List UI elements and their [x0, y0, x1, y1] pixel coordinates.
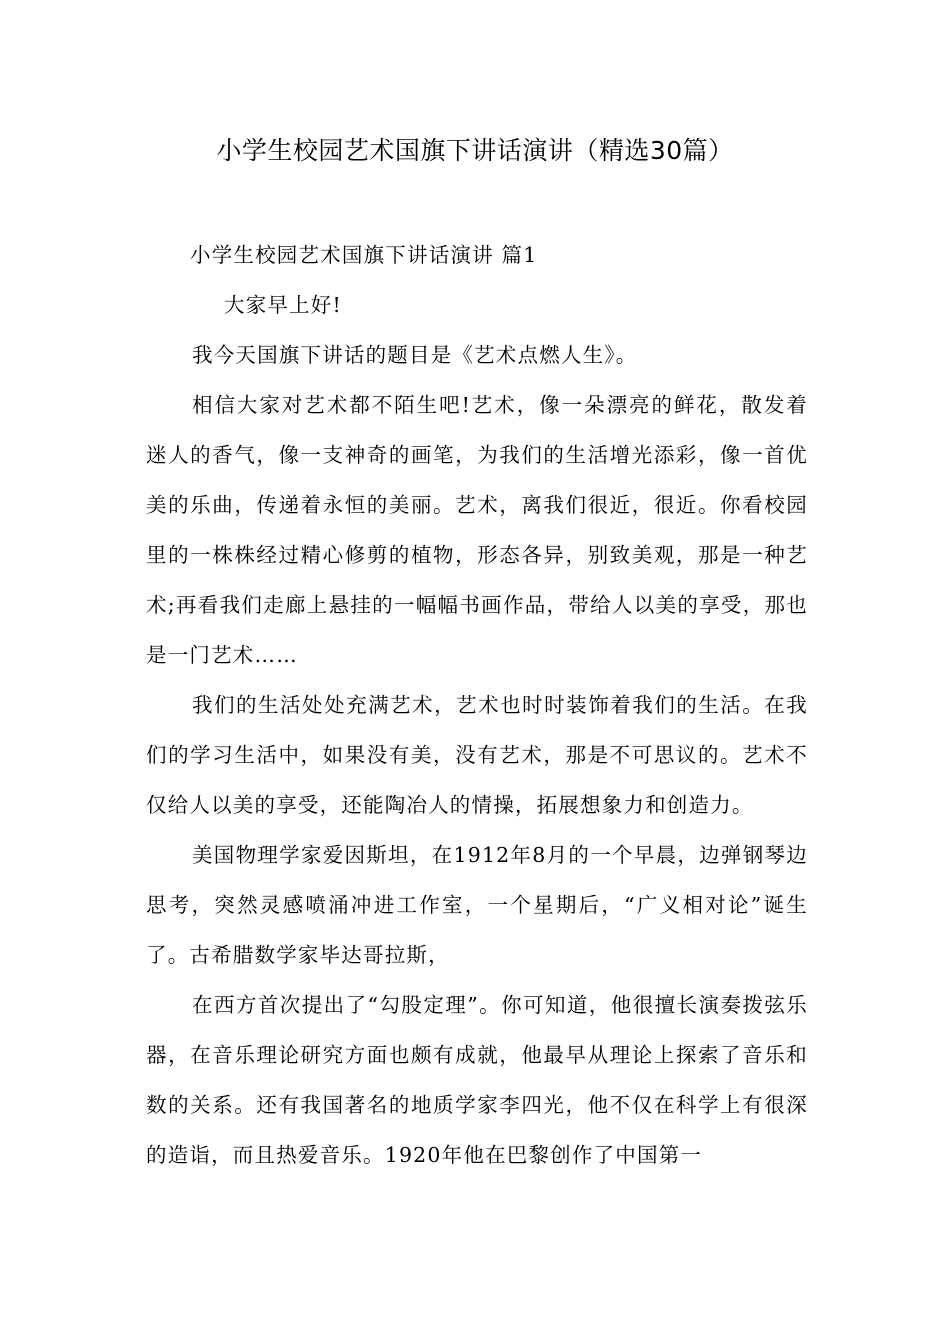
- greeting-line: 大家早上好!: [224, 293, 342, 317]
- section-heading: 小学生校园艺术国旗下讲话演讲 篇1: [190, 243, 538, 267]
- paragraph-art-intro: 相信大家对艺术都不陌生吧!艺术，像一朵漂亮的鲜花，散发着迷人的香气，像一支神奇的画笔，为我们的生活增光添彩，像一首优美的乐曲，传递着永恒的美丽。艺术，离我们很近，很近。你看校园里的一株株经过精心修剪的植物，形态各异，别致美观，那是一种艺术;再看我们走廊上悬挂的一幅幅书画作品，带给人以美的享受，那也是一门艺术……: [146, 393, 808, 667]
- paragraph-topic: 我今天国旗下讲话的题目是《艺术点燃人生》。: [192, 343, 638, 367]
- document-body: [146, 230, 808, 1180]
- document-title: 小学生校园艺术国旗下讲话演讲（精选30篇）: [216, 136, 734, 165]
- paragraph-einstein: 美国物理学家爱因斯坦，在1912年8月的一个早晨，边弹钢琴边思考，突然灵感喷涌冲进工作室，一个星期后，“广义相对论”诞生了。古希腊数学家毕达哥拉斯，: [146, 843, 808, 967]
- paragraph-art-life: 我们的生活处处充满艺术，艺术也时时装饰着我们的生活。在我们的学习生活中，如果没有美，没有艺术，那是不可思议的。艺术不仅给人以美的享受，还能陶冶人的情操，拓展想象力和创造力。: [146, 693, 808, 817]
- paragraph-pythagoras: 在西方首次提出了“勾股定理”。你可知道，他很擅长演奏拨弦乐器，在音乐理论研究方面也颇有成就，他最早从理论上探索了音乐和数的关系。还有我国著名的地质学家李四光，他不仅在科学上有很深的造诣，而且热爱音乐。1920年他在巴黎创作了中国第一: [146, 993, 808, 1167]
